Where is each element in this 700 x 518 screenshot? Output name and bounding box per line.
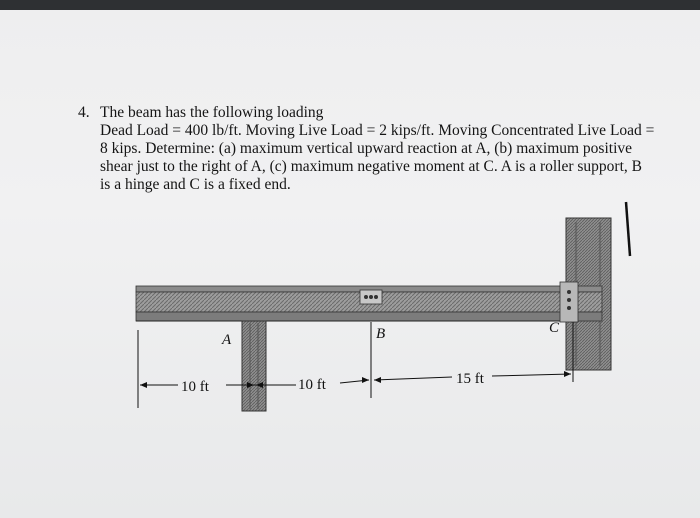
label-b: B bbox=[376, 326, 386, 342]
problem-line: is a hinge and C is a fixed end. bbox=[100, 176, 291, 193]
connection-plate bbox=[560, 282, 578, 322]
problem-line: The beam has the following loading bbox=[100, 104, 324, 121]
problem-line: Dead Load = 400 lb/ft. Moving Live Load = 2 kips/ft. Moving Concentrated Live Load = bbox=[100, 122, 655, 139]
label-c: C bbox=[549, 320, 560, 336]
problem-number: 4. bbox=[78, 104, 90, 121]
problem-line: shear just to the right of A, (c) maximum negative moment at C. A is a roller support, B bbox=[100, 158, 642, 175]
column-support-a bbox=[242, 321, 266, 411]
problem-line: 8 kips. Determine: (a) maximum vertical upward reaction at A, (b) maximum positive bbox=[100, 140, 633, 157]
dimension-label: 15 ft bbox=[456, 371, 484, 387]
dimension-label: 10 ft bbox=[181, 379, 209, 395]
hinge-plate bbox=[360, 290, 382, 304]
label-a: A bbox=[222, 332, 232, 348]
pen-mark bbox=[626, 202, 630, 256]
dimension-label: 10 ft bbox=[298, 377, 326, 393]
